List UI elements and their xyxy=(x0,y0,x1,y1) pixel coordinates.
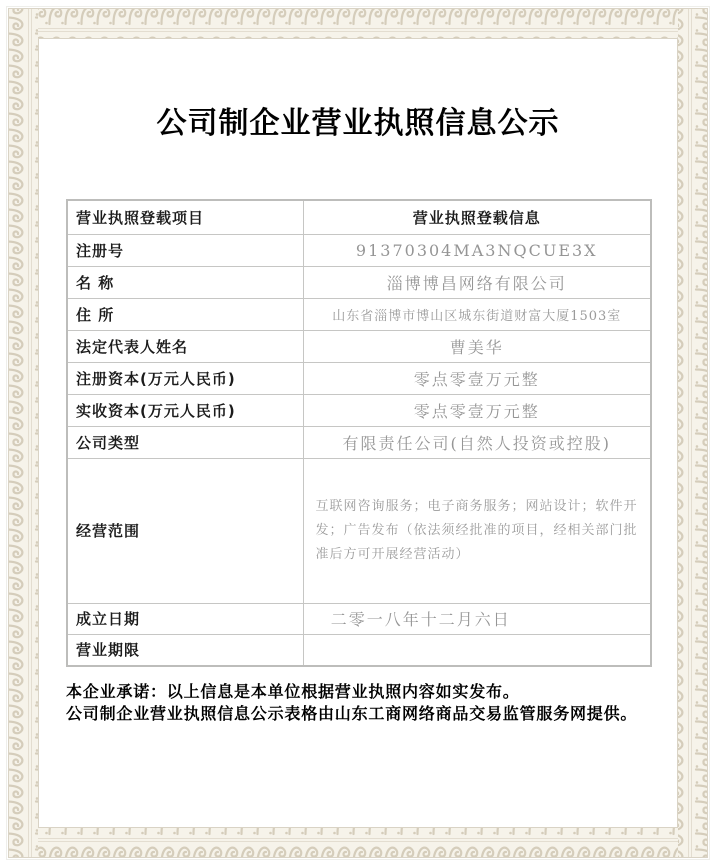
table-row-establishment-date xyxy=(67,603,651,634)
row-value: 有限责任公司(自然人投资或控股) xyxy=(303,426,651,458)
footer-declaration-line1: 本企业承诺：以上信息是本单位根据营业执照内容如实发布。 xyxy=(66,682,520,701)
row-label: 成立日期 xyxy=(67,603,303,634)
column-header-item: 营业执照登载项目 xyxy=(67,200,303,234)
table-row-business-term xyxy=(67,634,651,666)
footer-declaration xyxy=(66,681,656,725)
table-row-registration-number xyxy=(67,234,651,266)
row-label: 经营范围 xyxy=(67,458,303,603)
license-info-table xyxy=(66,199,652,667)
row-label: 注册号 xyxy=(67,234,303,266)
table-row-legal-representative xyxy=(67,330,651,362)
table-row-business-scope xyxy=(67,458,651,603)
row-value: 淄博博昌网络有限公司 xyxy=(303,266,651,298)
footer-declaration-line2: 公司制企业营业执照信息公示表格由山东工商网络商品交易监管服务网提供。 xyxy=(66,704,638,723)
row-value: 91370304MA3NQCUE3X xyxy=(303,234,651,266)
table-row-company-name xyxy=(67,266,651,298)
row-value: 曹美华 xyxy=(303,330,651,362)
row-value: 二零一八年十二月六日 xyxy=(303,603,651,634)
row-label: 营业期限 xyxy=(67,634,303,666)
table-row-company-type xyxy=(67,426,651,458)
row-value: 山东省淄博市博山区城东街道财富大厦1503室 xyxy=(303,298,651,330)
row-label: 公司类型 xyxy=(67,426,303,458)
table-row-registered-capital xyxy=(67,362,651,394)
page-title: 公司制企业营业执照信息公示 xyxy=(156,106,560,141)
row-value: 互联网咨询服务；电子商务服务；网站设计；软件开发；广告发布（依法须经批准的项目，经相关部门批准后方可开展经营活动） xyxy=(303,458,651,603)
table-header-row xyxy=(67,200,651,234)
row-label: 住 所 xyxy=(67,298,303,330)
row-value: 零点零壹万元整 xyxy=(303,362,651,394)
column-header-info: 营业执照登载信息 xyxy=(303,200,651,234)
row-value: 零点零壹万元整 xyxy=(303,394,651,426)
row-label: 名 称 xyxy=(67,266,303,298)
table-row-paid-in-capital xyxy=(67,394,651,426)
row-value xyxy=(303,634,651,666)
row-label: 实收资本(万元人民币) xyxy=(67,394,303,426)
row-label: 注册资本(万元人民币) xyxy=(67,362,303,394)
row-label: 法定代表人姓名 xyxy=(67,330,303,362)
table-row-address xyxy=(67,298,651,330)
